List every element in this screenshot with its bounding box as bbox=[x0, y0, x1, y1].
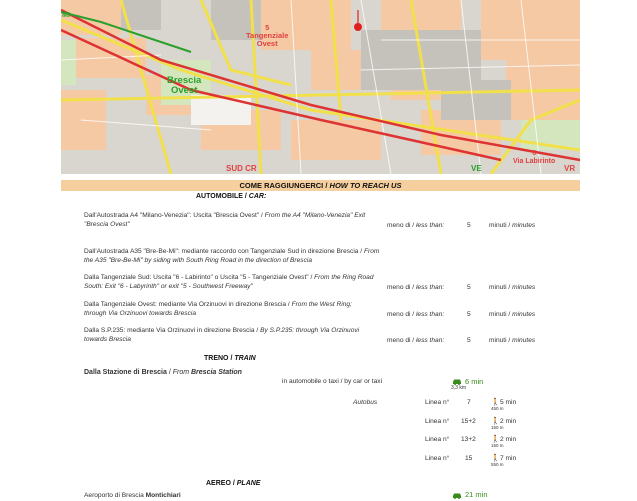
map-graphic bbox=[61, 0, 580, 174]
walk-icon: 🚶 bbox=[491, 418, 500, 425]
car-section-title: AUTOMOBILE / CAR: bbox=[196, 193, 267, 200]
less-than-en: less than: bbox=[415, 284, 445, 291]
less-than-en: less than: bbox=[415, 311, 445, 318]
how-to-reach-banner bbox=[61, 180, 580, 191]
car-head: AUTOMOBILE bbox=[196, 193, 243, 200]
banner-sep: / bbox=[323, 181, 330, 190]
car-minutes-4: 5 bbox=[467, 337, 471, 344]
walk-time: 2 min bbox=[500, 436, 517, 443]
less-than: meno di / bbox=[387, 222, 416, 229]
minutes: minuti / bbox=[489, 337, 513, 344]
station-sep: / bbox=[166, 369, 173, 376]
airport-name: Montichiari bbox=[145, 492, 181, 499]
car-unit-3 bbox=[489, 310, 535, 319]
walk-time: 2 min bbox=[500, 418, 517, 425]
car-time: 6 min bbox=[465, 377, 484, 386]
banner-title-en: HOW TO REACH US bbox=[329, 181, 402, 190]
car-head-en: CAR: bbox=[248, 193, 267, 200]
car-time-3 bbox=[387, 310, 444, 319]
car-time-0 bbox=[387, 221, 444, 230]
less-than: meno di / bbox=[387, 284, 416, 291]
map-label-brescia-ovest: Brescia Ovest bbox=[167, 75, 202, 96]
bus-line-number: 15 bbox=[465, 455, 473, 462]
car-route-3 bbox=[84, 300, 374, 318]
bus-line-label: Linea n° bbox=[425, 399, 450, 406]
plane-section-title: AEREO / PLANE bbox=[206, 480, 261, 487]
less-than-en: less than: bbox=[415, 222, 445, 229]
car-time-4 bbox=[387, 336, 444, 345]
minutes: minuti / bbox=[489, 222, 513, 229]
map-label-ve: VE bbox=[471, 164, 482, 173]
car-route-en: From the West Ring; through Via Orzinuovi towards Brescia bbox=[84, 301, 352, 317]
map-label-exit5: 5 Tangenziale Ovest bbox=[246, 23, 289, 48]
walk-time: 7 min bbox=[500, 455, 517, 462]
car-route-en: From the Ring Road South: Exit "6 - Labyrinth" or exit "5 - Southwest Freeway" bbox=[84, 274, 374, 290]
minutes-en: minutes bbox=[512, 284, 536, 291]
walk-time: 5 min bbox=[500, 399, 517, 406]
less-than-en: less than: bbox=[415, 337, 445, 344]
walk-icon: 🚶 bbox=[491, 455, 500, 462]
car-route-en: By S.P.235: through Via Orzinuovi towards Brescia bbox=[84, 327, 360, 343]
less-than: meno di / bbox=[387, 311, 416, 318]
bus-line-number: 7 bbox=[467, 399, 471, 406]
minutes-en: minutes bbox=[512, 222, 536, 229]
car-route-en: From the A35 "Bre-Be-Mi" by siding with South Ring Road in the direction of Brescia bbox=[84, 248, 380, 264]
station-title bbox=[84, 368, 242, 377]
banner-title: COME RAGGIUNGERCI bbox=[239, 181, 324, 190]
car-unit-0 bbox=[489, 221, 535, 230]
car-unit-4 bbox=[489, 336, 535, 345]
car-minutes-0: 5 bbox=[467, 222, 471, 229]
location-map[interactable] bbox=[61, 0, 580, 174]
car-minutes-3: 5 bbox=[467, 311, 471, 318]
car-unit-2 bbox=[489, 283, 535, 292]
airport-title bbox=[84, 491, 181, 500]
train-head: TRENO bbox=[204, 355, 229, 362]
car-route-1 bbox=[84, 247, 384, 265]
car-taxi-label: in automobile o taxi / by car or taxi bbox=[282, 378, 383, 385]
walk-icon: 🚶 bbox=[491, 399, 500, 406]
plane-head: AEREO bbox=[206, 480, 231, 487]
walk-icon: 🚶 bbox=[491, 436, 500, 443]
plane-head-en: PLANE bbox=[236, 480, 261, 487]
bus-line-number: 13+2 bbox=[461, 436, 476, 443]
train-section-title: TRENO / TRAIN bbox=[204, 355, 256, 362]
minutes: minuti / bbox=[489, 284, 513, 291]
car-time-2 bbox=[387, 283, 444, 292]
train-head-en: TRAIN bbox=[234, 355, 256, 362]
minutes: minuti / bbox=[489, 311, 513, 318]
car-route-it: Dalla Tangenziale Ovest: mediante Via Orzinuovi in direzione Brescia / bbox=[84, 301, 292, 308]
map-label-sud-cr: SUD CR bbox=[226, 164, 257, 173]
bus-line-label: Linea n° bbox=[425, 455, 450, 462]
car-route-2 bbox=[84, 273, 374, 291]
minutes-en: minutes bbox=[512, 311, 536, 318]
bus-line-label: Linea n° bbox=[425, 436, 450, 443]
walk-distance: 450 m bbox=[491, 406, 504, 411]
bus-line-label: Linea n° bbox=[425, 418, 450, 425]
car-distance: 3,3 km bbox=[451, 385, 467, 391]
station-it: Dalla Stazione di Brescia bbox=[84, 369, 167, 376]
walk-distance: 150 m bbox=[491, 443, 504, 448]
walk-distance: 550 m bbox=[491, 462, 504, 467]
airport-pre: Aeroporto di Brescia bbox=[84, 492, 146, 499]
car-route-en: From the A4 "Milano-Venezia" Exit "Brescia Ovest" bbox=[84, 212, 366, 228]
station-en-pre: From bbox=[172, 369, 191, 376]
car-route-it: Dall'Autostrada A35 "Bre-Be-Mi": mediante raccordo con Tangenziale Sud in direzione Brescia / bbox=[84, 248, 364, 255]
car-route-it: Dalla Tangenziale Sud: Uscita "6 - Labirinto" o Uscita "5 - Tangenziale Ovest" / bbox=[84, 274, 315, 281]
walk-distance: 150 m bbox=[491, 425, 504, 430]
bus-label: Autobus bbox=[353, 399, 378, 406]
car-route-0 bbox=[84, 211, 374, 229]
car-route-it: Dalla S.P.235: mediante Via Orzinuovi in direzione Brescia / bbox=[84, 327, 261, 334]
airport-time: 21 min bbox=[465, 490, 488, 499]
map-label-exit6: 6 Via Labirinto bbox=[513, 150, 556, 165]
car-route-4 bbox=[84, 326, 374, 344]
less-than: meno di / bbox=[387, 337, 416, 344]
car-route-it: Dall'Autostrada A4 "Milano-Venezia": Uscita "Brescia Ovest" / bbox=[84, 212, 265, 219]
map-label-vr: VR bbox=[564, 164, 576, 173]
minutes-en: minutes bbox=[512, 337, 536, 344]
bus-line-number: 15+2 bbox=[461, 418, 476, 425]
station-en-bold: Brescia Station bbox=[191, 369, 242, 376]
car-minutes-2: 5 bbox=[467, 284, 471, 291]
map-label-mi: MI bbox=[62, 12, 70, 19]
